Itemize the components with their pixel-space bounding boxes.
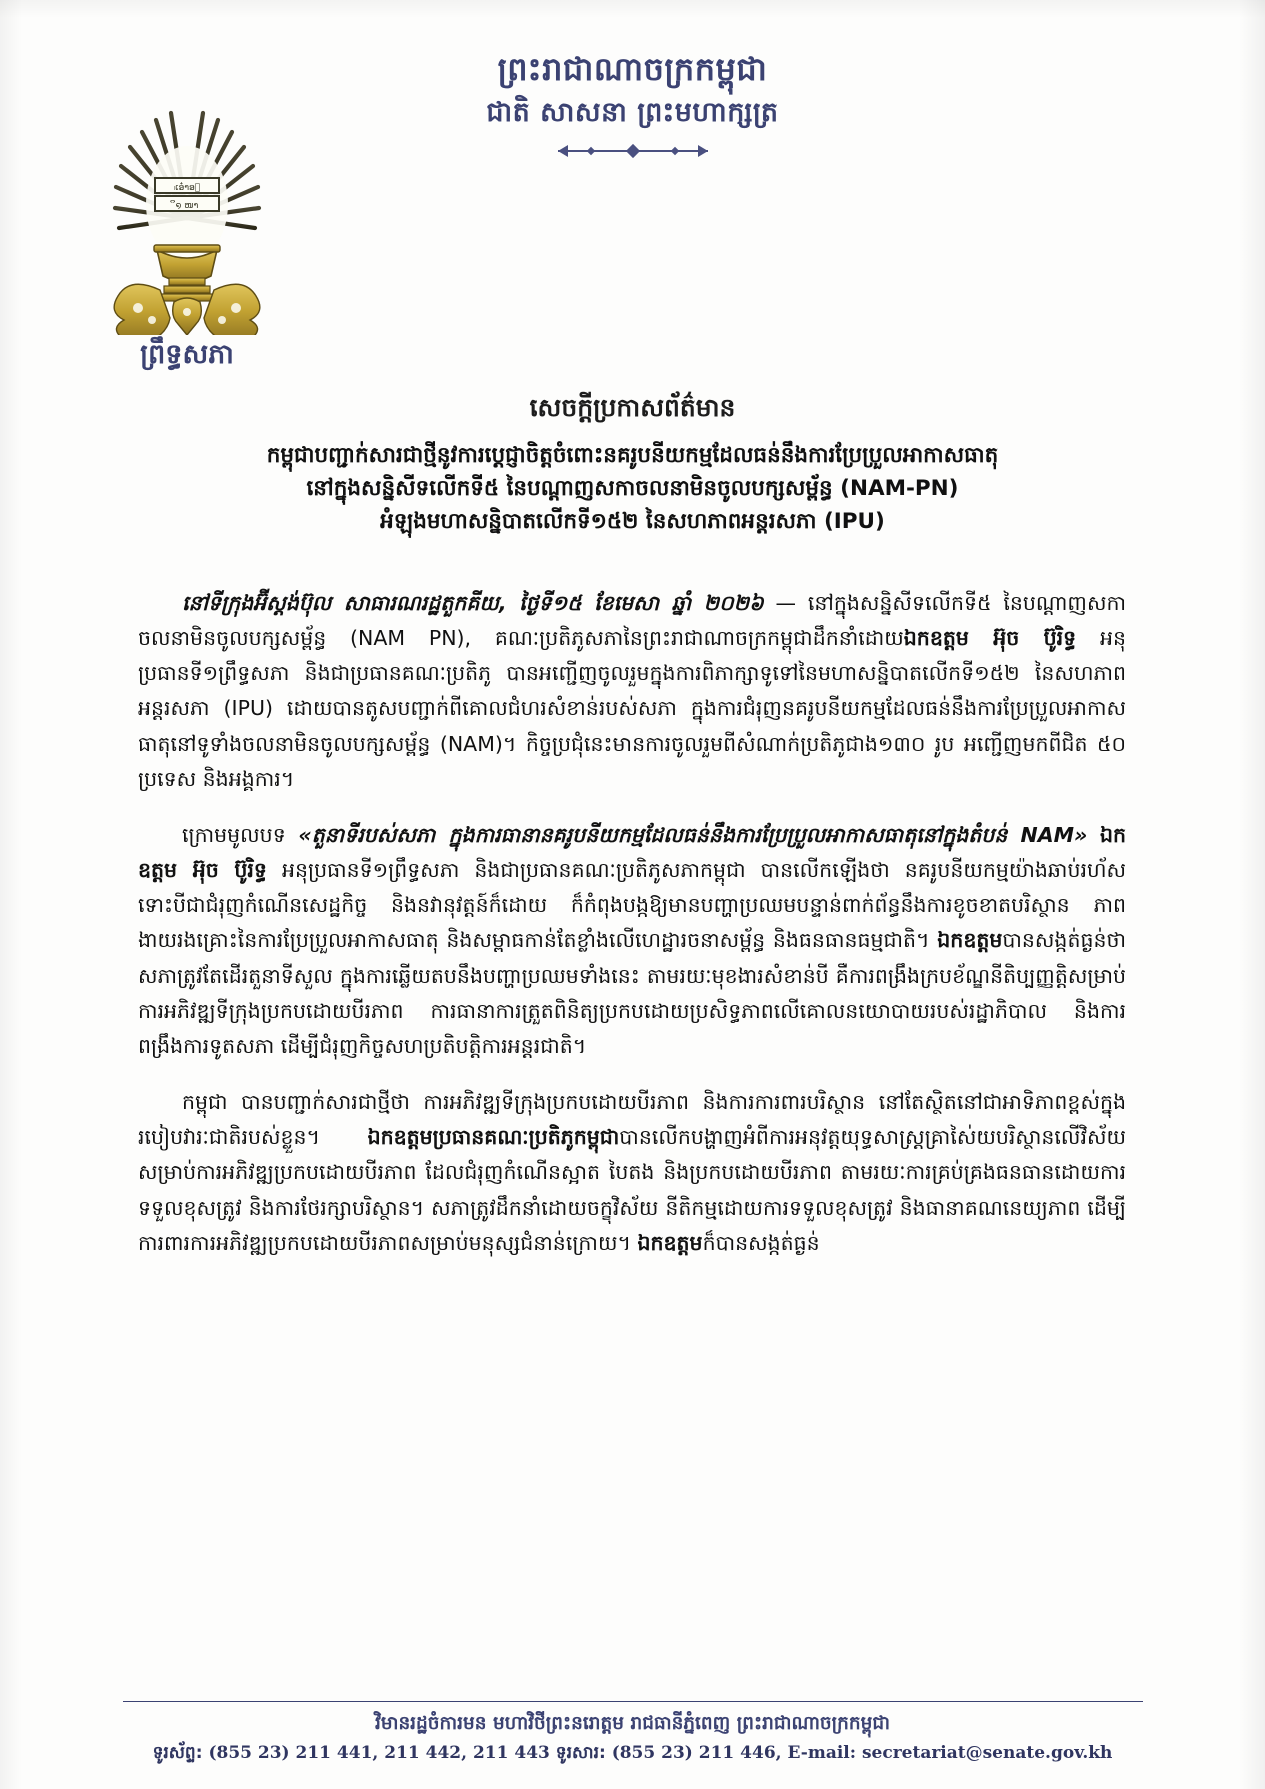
svg-text:ິ໑ ໜາ: ິ໑ ໜາ [175,201,198,211]
emblem-block [92,100,282,368]
document-subtitle [0,439,1265,539]
subtitle-line-3: អំឡុងមហាសន្និបាតលើកទី១៥២ នៃសហភាពអន្តរសភា (IPU) [380,509,885,535]
subtitle-line-1: កម្ពុជាបញ្ជាក់សារជាថ្មីនូវការប្តេជ្ញាចិត្តចំពោះនគរូបនីយកម្មដែលធន់នឹងការប្រែប្រួលអាកាសធាតុ [266,442,999,468]
official-name-1: ឯកឧត្តម អ៊ុច ប៊ូរិទ្ធ [903,625,1077,650]
p1-text-b: អនុប្រធានទី១ព្រឹទ្ធសភា និងជាប្រធានគណៈប្រតិភូ បានអញ្ជើញចូលរួមក្នុងការពិភាក្សាទូទៅនៃមហាសន្និបាតលើកទី១៥២ នៃសហភាពអន្តរសភា (IPU) ដោយបានតូសបញ្ជាក់ពីគោលជំហរសំខាន់របស់សភា ក្នុងការជំរុញនគរូបនីយកម្មដែលធន់នឹងការប្រែប្រួលអាកាសធាតុនៅទូទាំងចលនាមិនចូលបក្សសម្ព័ន្ធ (NAM)។ កិច្ចប្រជុំនេះមានការចូលរួមពីសំណាក់ប្រតិភូជាង១៣០ រូប អញ្ជើញមកពីជិត ៥០ ប្រទេស និងអង្គការ។ [138,625,1126,791]
p3-text-c: ក៏បានសង្កត់ធ្ងន់ [702,1230,820,1255]
footer-contact-line [0,1742,1265,1767]
svg-text:၊ເອ໋າອ຺: ၊ເອ໋າອ຺ [173,183,200,193]
page-title: សេចក្តីប្រកាសព័ត៌មាន [529,393,736,422]
kingdom-motto-line: ជាតិ សាសនា ព្រះមហាក្សត្រ [486,97,779,129]
email-label: E-mail: [787,1743,857,1763]
p3-text-b: បានលើកបង្ហាញអំពីការអនុវត្តយុទ្ធសាស្ត្រគ្រាស់ៃយបរិស្ថានលើវិស័យសម្រាប់ការអភិវឌ្ឍប្រកបដោយបីរភាព ដែលជំរុញកំណើនស្អាត បៃតង និងប្រកបដោយបីរភាព តាមរយៈការគ្រប់គ្រងធនធានដោយការទទួលខុសត្រូវ និងការថែរក្សាបរិស្ថាន។ សភាត្រូវដឹកនាំដោយចក្ខុវិស័យ នីតិកម្មដោយការទទួលខុសត្រូវ និងធានាគណនេយ្យភាព ដើម្បីការពារការអភិវឌ្ឍប្រកបដោយបីរភាពសម្រាប់មនុស្សជំនាន់ក្រោយ។ [138,1125,1126,1255]
official-name-2: ឯកឧត្តម អ៊ុច ប៊ូរិទ្ធ [138,822,1126,882]
email-value[interactable]: secretariat@senate.gov.kh [861,1743,1113,1763]
p2-text-a: ក្រោមមូលបទ [182,822,299,847]
p3-text-a: កម្ពុជា បានបញ្ជាក់សារជាថ្មីថា ការអភិវឌ្ឍទីក្រុងប្រកបដោយបីរភាព និងការការពារបរិស្ថាន នៅតែស្ថិតនៅជាអាទិភាពខ្ពស់ក្នុងរបៀបវារៈជាតិរបស់ខ្លួន។ [138,1089,1126,1149]
paragraph-2 [138,818,1126,1065]
subtitle-line-2: នៅក្នុងសន្និសីទលើកទី៥ នៃបណ្តាញសកាចលនាមិនចូលបក្សសម្ព័ន្ធ (NAM-PN) [306,475,959,501]
fax-value: (855 23) 211 446, [611,1743,782,1763]
title-block [0,392,1265,538]
fax-label: ទូរសារ: [555,1743,606,1763]
dateline: នៅទីក្រុងអ៊ីស្តង់ប៊ុល សាធារណរដ្ឋតួកគីយ, ថ្ងៃទី១៥ ខែមេសា ឆ្នាំ ២០២៦ [182,590,764,615]
dateline-dash: — [763,590,808,615]
document-body [138,565,1126,1261]
footer-address: វិមានរដ្ឋចំការមន មហាវិថីព្រះនរោត្តម រាជធានីភ្នំពេញ ព្រះរាជាណាចក្រកម្ពុជា [374,1713,891,1735]
senate-emblem-icon [100,100,275,335]
paragraph-3 [138,1085,1126,1261]
phone-value: (855 23) 211 441, 211 442, 211 443 [208,1743,550,1763]
p2-text-c: អនុប្រធានទី១ព្រឹទ្ធសភា និងជាប្រធានគណៈប្រតិភូសភាកម្ពុជា បានលើកឡើងថា នគរូបនីយកម្មយ៉ាងឆាប់រហ័ស ទោះបីជាជំរុញកំណើនសេដ្ឋកិច្ច និងនវានុវត្តន៍ក៏ដោយ ក៏កំពុងបង្កឱ្យមានបញ្ហាប្រឈមបន្ទាន់ពាក់ព័ន្ធនឹងការខូចខាតបរិស្ថាន ភាពងាយរងគ្រោះនៃការប្រែប្រួលអាកាសធាតុ និងសម្ពាធកាន់តែខ្លាំងលើហេដ្ឋារចនាសម្ព័ន្ធ និងធនធានធម្មជាតិ។ [138,857,1127,953]
p1-text-a: នៅក្នុងសន្និសីទលើកទី៥ នៃបណ្តាញសកាចលនាមិនចូលបក្សសម្ព័ន្ធ (NAM PN), គណៈប្រតិភូសភានៃព្រះរាជាណាចក្រកម្ពុជាដឹកនាំដោយ [138,590,1126,650]
divider-ornament-icon [558,144,708,158]
official-title-2: ឯកឧត្តម [937,928,1003,953]
kingdom-title-line1: ព្រះរាជាណាចក្រកម្ពុជា [497,50,768,88]
official-name-3: ឯកឧត្តមប្រធានគណៈប្រតិភូកម្ពុជា [367,1125,620,1149]
paragraph-1 [138,586,1126,798]
senate-label: ព្រឹទ្ធសភា [140,339,234,370]
phone-label: ទូរស័ព្ទ: [152,1743,203,1763]
conference-theme-quote: «តួនាទីរបស់សភា ក្នុងការធានានគរូបនីយកម្មដែលធន់នឹងការប្រែប្រួលអាកាសធាតុនៅក្នុងតំបន់ NAM» [298,822,1088,847]
p2-text-b [1087,823,1100,847]
p2-text-d: បានសង្កត់ធ្ងន់ថា សភាត្រូវតែដើរតួនាទីសួល ក្នុងការឆ្លើយតបនឹងបញ្ហាប្រឈមទាំងនេះ តាមរយៈមុខងារសំខាន់បី គឺការពង្រឹងក្របខ័ណ្ឌនីតិប្បញ្ញត្តិសម្រាប់ការអភិវឌ្ឍទីក្រុងប្រកបដោយបីរភាព ការធានាការត្រួតពិនិត្យប្រកបដោយប្រសិទ្ធភាពលើគោលនយោបាយរបស់រដ្ឋាភិបាល និងការពង្រឹងការទូតសភា ដើម្បីជំរុញកិច្ចសហប្រតិបត្តិការអន្តរជាតិ។ [138,928,1126,1058]
official-title-3: ឯកឧត្តម [637,1230,703,1255]
footer-divider [123,1701,1143,1703]
document-footer [0,1701,1265,1767]
